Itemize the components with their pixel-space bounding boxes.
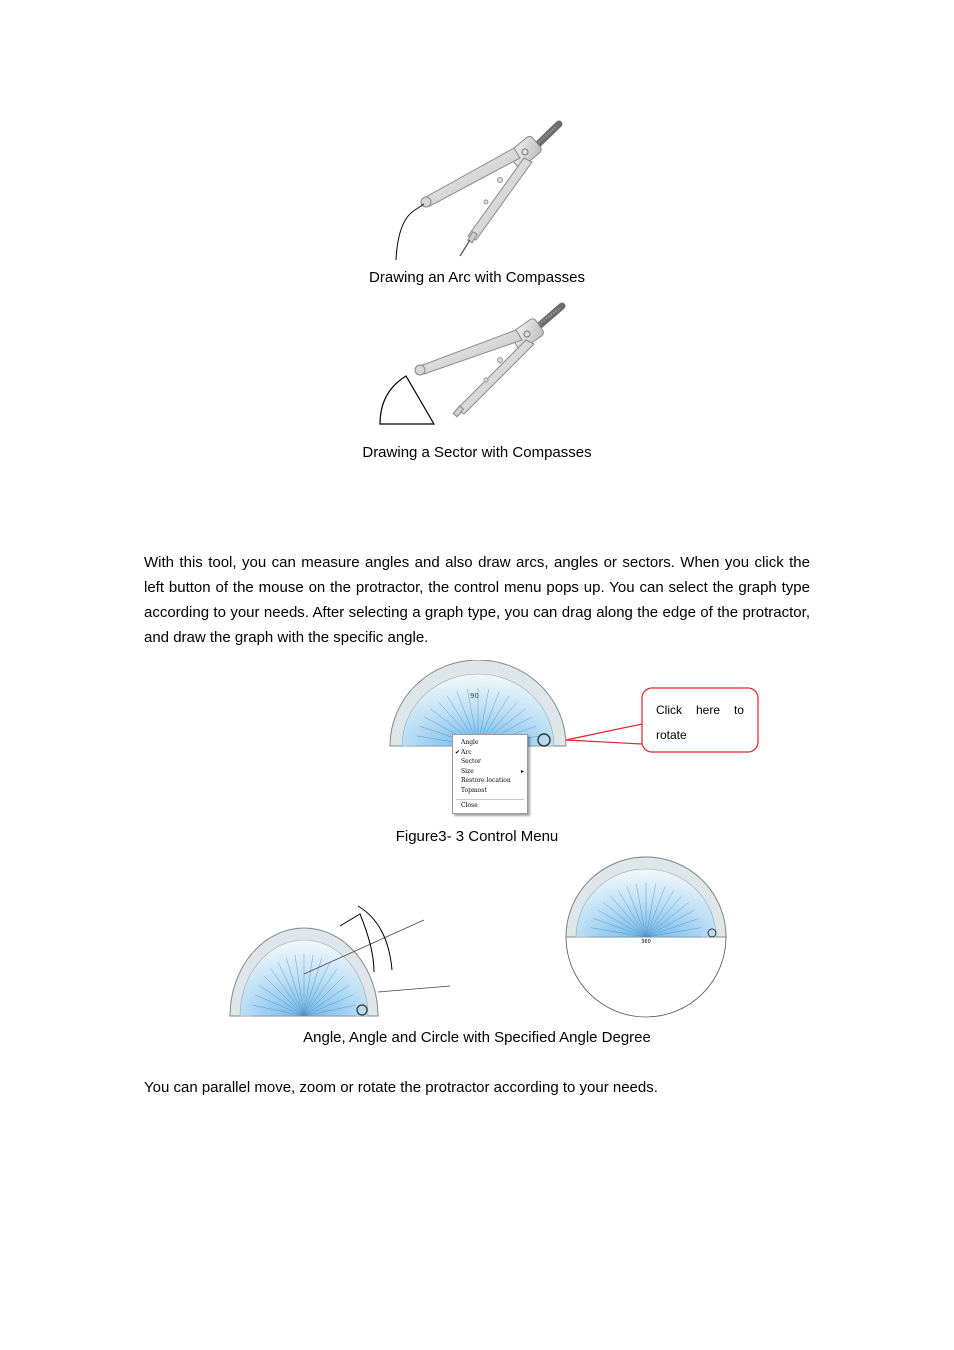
protractor-circle-figure bbox=[564, 855, 730, 1023]
control-menu-caption: Figure3- 3 Control Menu bbox=[395, 828, 559, 845]
drawn-arc bbox=[396, 210, 415, 260]
callout-word: to bbox=[733, 703, 744, 717]
callout-word: Click bbox=[656, 703, 682, 717]
sector-figure-caption: Drawing a Sector with Compasses bbox=[362, 444, 592, 461]
callout-pointer bbox=[566, 724, 642, 744]
compass-arc-figure bbox=[380, 118, 580, 264]
menu-item-close[interactable]: Close bbox=[461, 802, 478, 809]
menu-item-restore-location[interactable]: Restore location bbox=[461, 777, 511, 785]
closing-paragraph: You can parallel move, zoom or rotate the protractor according to your needs. bbox=[144, 1079, 658, 1096]
callout-word: rotate bbox=[656, 728, 687, 742]
callout-word: here bbox=[695, 703, 720, 717]
menu-item-size[interactable] bbox=[461, 767, 527, 777]
protractor-icon[interactable] bbox=[566, 857, 726, 937]
menu-item-angle[interactable]: Angle bbox=[461, 739, 479, 746]
svg-text:90: 90 bbox=[470, 692, 479, 700]
submenu-arrow-icon: ▸ bbox=[521, 767, 525, 775]
arc-figure-caption: Drawing an Arc with Compasses bbox=[369, 269, 585, 286]
drawn-arc bbox=[358, 906, 392, 970]
protractor-icon[interactable] bbox=[230, 928, 378, 1016]
menu-separator bbox=[456, 799, 524, 800]
menu-item-sector[interactable]: Sector bbox=[461, 758, 481, 766]
control-menu bbox=[452, 734, 528, 814]
protractor-angle-figure bbox=[228, 900, 454, 1020]
compass-icon bbox=[415, 124, 559, 256]
checkmark-icon: ✔ bbox=[455, 748, 461, 756]
menu-item-label: Arc bbox=[461, 748, 472, 756]
protractor-description: With this tool, you can measure angles and also draw arcs, angles or sectors. When you click the left button of the mouse on the protractor, the control menu pops up. You can select the graph type according to your needs. After selecting a graph type, you can drag along the edge of the protractor, and draw the graph with the specific angle. bbox=[144, 554, 810, 646]
menu-item-label: Size bbox=[461, 767, 474, 775]
compass-icon bbox=[415, 306, 562, 417]
callout-text bbox=[656, 698, 744, 748]
compass-sector-figure bbox=[372, 300, 572, 428]
angle-readout: 360 bbox=[641, 939, 651, 945]
drawn-sector bbox=[380, 376, 434, 424]
menu-item-arc[interactable] bbox=[455, 748, 472, 758]
menu-item-topmost[interactable]: Topmost bbox=[461, 787, 487, 794]
angle-circle-caption: Angle, Angle and Circle with Specified Angle Degree bbox=[303, 1029, 651, 1046]
